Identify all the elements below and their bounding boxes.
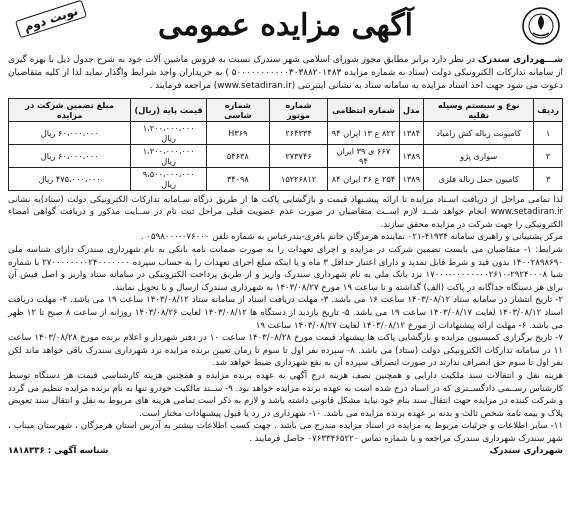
- table-cell: ۱۳۸۹: [399, 167, 424, 190]
- table-cell: ۱،۲۰۰،۰۰۰،۰۰۰ ریال: [131, 121, 207, 144]
- table-cell: ۹،۵۰۰،۰۰۰،۰۰۰ ریال: [131, 167, 207, 190]
- table-cell: ۲: [534, 144, 563, 167]
- table-cell: ۳۴۰۹۸: [207, 167, 270, 190]
- table-cell: ۴۷۵،۰۰۰،۰۰۰ ریال: [9, 167, 131, 190]
- paragraph-info: ۱۱- سایر اطلاعات و جزئیات مربوط به مزایده در اسناد مزایده مندرج می باشد . جهت کسب اطلاعات بیشتر به آدرس استان هرمزگان ، شهرستان میناب ، شهر سندرک شهرداری سندرک مراجعه و یا شماره تماس ۰۷۶۳۳۴۶۵۲۲۰ حاصل فرمایند .: [8, 421, 563, 444]
- col-row: ردیف: [534, 98, 563, 121]
- org-name: شـــهرداری سندرک: [478, 55, 563, 65]
- table-cell: ۲۶۴۳۳۴: [269, 121, 328, 144]
- table-cell: ۸۲۲ ع ۱۳ ایران ۹۴: [328, 121, 399, 144]
- body-text: [8, 194, 563, 446]
- header: [8, 3, 563, 52]
- table-row: [9, 144, 563, 167]
- col-guarantee: مبلغ تضمین شرکت در مزایده: [9, 98, 131, 121]
- table-row: [9, 121, 563, 144]
- paragraph-dates: ۲- تاریخ انتشار در سامانه ستاد ۱۴۰۳/۰۸/۱۲ ساعت ۱۶ می باشد. ۳- مهلت دریافت اسناد از سامانه ستاد ۱۴۰۳/۰۸/۱۲ ساعت ۱۹ می باشد. ۴- مهلت دریافت اسناد ۱۴۰۳/۰۸/۱۲ لغایت ۱۴۰۳/۰۸/۱۷ ساعت ۱۹ می باشد. ۵- تاریخ بازدید از دستگاه ها ۱۴۰۳/۰۸/۱۲ لغایت ۱۴۰۳/۰۸/۲۶ روزانه از ساعت ۸ صبح تا ۱۲ ظهر می باشد. ۶- مهلت ارائه پیشنهادات از مورخ ۱۴۰۳/۰۸/۱۲ لغایت ۱۴۰۳/۰۸/۲۷ ساعت ۱۹: [8, 295, 564, 331]
- intro-text: در نظر دارد برابر مطابق مجوز شورای اسلامی شهر سندرک نسبت به فروش ماشین آلات خود به شرح جدول ذیل با بهره گیری از سامانه تدارکات الکترونیکی دولت (ستاد به شماره مزایده ۵۰۰۰۰۰۰۰۰۰۰۰۳۰۳۸۸۲۰۱۴۸۳ ) به خریداران واجد شرایط واگذار نماید لذا از کلیه متقاضیان دعوت می شود جهت اخذ اسناد مزایده به سامانه ستاد به نشانی اینترنتی (www.setadiran.ir) مراجعه فرمایند .: [8, 55, 564, 92]
- table-cell: ۵۴۶۳۸: [207, 144, 270, 167]
- table-cell: ۱: [534, 121, 563, 144]
- footer: [8, 445, 563, 458]
- intro-paragraph: [8, 54, 563, 94]
- ad-code: شناسه آگهی : ۱۸۱۸۳۳۶: [8, 446, 109, 457]
- table-cell: H۳۶۹: [207, 121, 270, 144]
- table-cell: ۱،۲۰۰،۰۰۰،۰۰۰ ریال: [131, 144, 207, 167]
- paragraph-portal: لذا تمامی مراحل از دریافت اسـناد مزایده تا ارائه پیشـنهاد قیمت و بازگشایی پاکت ها از طریق درگاه سـامانه تدارکات الکترونیکی دولت (ستاد)به نشانی www.setadiran.ir انجام خواهد شــد لازم اســت متقاضیان در صورت عدم عضویت قبلی مراحل ثبت نام در ســایت مذکور و دریافت گواهی امضاء الکترونیکی را جهت شرکت در مزایده محقق سازند.: [8, 194, 563, 230]
- table-cell: سواری پژو: [424, 144, 534, 167]
- col-plate: شماره انتظامی: [328, 98, 399, 121]
- table-cell: ۶۰،۰۰۰،۰۰۰ ریال: [9, 144, 131, 167]
- table-cell: کامیون حمل زباله فلزی: [424, 167, 534, 190]
- table-cell: ۲۵۴ ع ۳۶ ایران ۸۴: [328, 167, 399, 190]
- table-row: [9, 167, 563, 190]
- table-cell: ۱۳۸۹: [399, 144, 424, 167]
- round-badge: نوبت دوم: [15, 0, 87, 38]
- paragraph-costs: هزینه نقل و انتقالات سند ملکیت دارایی و همچنین نصف هزینه درج آگهی به عهده برنده مزایده و همچنین هزینه کارشناسی قیمت هر دستگاه توسط کارشناس رســمی دادگســتری که در اسناد درج شده است به عهده برنده مزایده خواهد بود. ۹- ســند مالکیت خودرو تنها به نام برنده مزایده تنظیم می گردد و شرکت کننده در مزایده جهت انتقال سند بنام خود نباید مشکل قانونی داشته باشد و لازم به ذکر است تمامی هزینه های مربوط به نقل و انتقال سند تعویض پلاک و بیمه نامه شخص ثالث و بدنه بر عهده برنده مزایده می باشد. ۱۰- شهرداری در رد یا قبول پیشنهادات مختار است.: [8, 370, 563, 419]
- table-cell: ۱۵۲۲۶۸۱۲: [269, 167, 328, 190]
- table-cell: ۶۶۷ ی ۳۹ ایران ۹۴: [328, 144, 399, 167]
- page-title: آگهی مزایده عمومی: [158, 8, 413, 43]
- col-model: مدل: [399, 98, 424, 121]
- paragraph-commission: ۷- تاریخ برگزاری کمیسیون مزایده و بازگشایی پاکت ها پیشنهاد قیمت مورخ ۱۴۰۳/۰۸/۲۸ ساعت ۱۰ در دفتر شهردار و اعلام برنده مورخ ۱۴۰۳/۰۸/۲۸ ساعت ۱۱ در سامانه تدارکات الکترونیکی دولت (ستاد) می باشد. ۸- سپرده نفر اول تا سوم تا زمان تعیین برنده مزایده نزد شهرداری سندرک باقی خواهد ماند لکن نفر اول تا سوم حق انصراف ندارند در صورت انصراف سپرده آن به نفع شهرداری ضبط خواهد شد.: [8, 333, 564, 369]
- table-header-row: [9, 98, 563, 121]
- signature: شهرداری سندرک: [489, 446, 563, 457]
- table-cell: ۶۰،۰۰۰،۰۰۰ ریال: [9, 121, 131, 144]
- col-engine: شماره موتور: [269, 98, 328, 121]
- col-chassis: شماره شاسی: [207, 98, 270, 121]
- table-cell: ۱۳۸۴: [399, 121, 424, 144]
- auction-items-table: [8, 98, 563, 191]
- table-cell: ۳: [534, 167, 563, 190]
- table-cell: کامیونت زباله کش زامیاد: [424, 121, 534, 144]
- paragraph-support: مرکز پشتیبانی و راهبری سامانه ۴۱۹۳۴-۰۲۱ نماینده هرمزگان خانم باقری-بندرعباس به شماره تلفن ۰۷۶۰۰۰-۰۵۹۸۰۰۰ .: [140, 232, 563, 243]
- table-cell: ۲۷۳۷۴۶: [269, 144, 328, 167]
- col-base-price: قیمت پایه (ریال): [131, 98, 207, 121]
- paragraph-conditions: شرایط: ۱- متقاضیان می بایست تضمین شرکت در مزایده و اجرای تعهدات را به صورت ضمانت نامه بانکی به نام شهرداری سندرک دارای شناسه ملی ۱۴۰۰۲۸۹۸۶۹۰ بدون قید و شرط قابل تمدید و دارای اعتبار حداقل ۳ ماه و یا اینکه مبلغ اجرای تعهدات را به حساب سپرده ۲۷۰۰۰۰۰۰۰۰۲۴۰۰۰۰۰۰۰ با شماره شبا ۲۹۲۴۰۰۰۸-۰۰۰۰۰۰۰۰۲۶۱۰-۱۷۰۰۰ نزد بانک ملی به نام شهرداری سندرک واریز و از طریق پرداخت الکترونیکی در سامانه ستاد واریز و اصل فیش آن برای هر دستگاه جداگانه در پاکت (الف) گذاشته و تا ساعت ۱۹ مورخ ۱۴۰۳/۰۸/۲۷ به شهرداری سندرک ارسال و یا تحویل نمایند.: [8, 244, 563, 293]
- col-vehicle: نوع و سیستم وسیله نقلیه: [424, 98, 534, 121]
